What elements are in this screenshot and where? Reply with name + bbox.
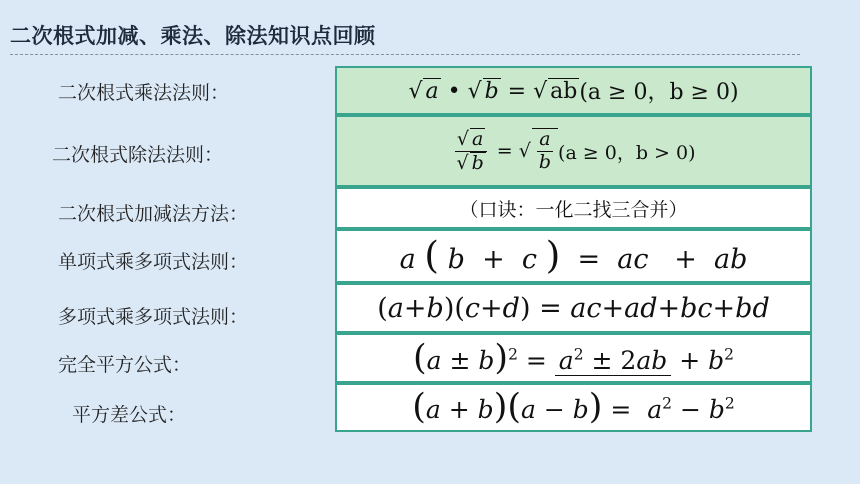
formula-polynomial-times-polynomial: (a+b)(c+d) = ac+ad+bc+bd [335,283,812,333]
formula-difference-of-squares: $(a + b)(a - b) = a^2 - b^2$ [335,383,812,432]
formula-radical-multiplication: √ a • √ b = √ ab (a ≥ 0，b ≥ 0) [335,66,812,115]
label-difference-of-squares: 平方差公式： [72,404,187,426]
label-perfect-square: 完全平方公式： [58,354,192,376]
formula-perfect-square: $(a \pm b)^2 = a^2 \pm 2ab + b^2$ [335,333,812,383]
label-radical-addition: 二次根式加减法方法： [58,203,249,225]
formula-radical-division: $\frac{√ a}{√ b}$ = √ $\frac{a}{b}$ (a ≥ 0，b > 0) [335,115,812,187]
multiplication-condition: (a ≥ 0，b ≥ 0) [579,80,739,105]
label-polynomial-times-polynomial: 多项式乘多项式法则： [58,306,249,328]
page-title: 二次根式加减、乘法、除法知识点回顾 [10,24,376,48]
addition-mnemonic: （口诀：一化二找三合并） [459,198,688,221]
title-divider [10,54,800,55]
label-monomial-times-polynomial: 单项式乘多项式法则： [58,251,249,273]
label-radical-division: 二次根式除法法则： [52,144,224,166]
formula-radical-addition [335,187,812,229]
formula-monomial-times-polynomial: a ( b + c ) = ac + ab [335,229,812,283]
division-condition: (a ≥ 0，b > 0) [558,141,696,164]
label-radical-multiplication: 二次根式乘法法则： [58,82,230,104]
